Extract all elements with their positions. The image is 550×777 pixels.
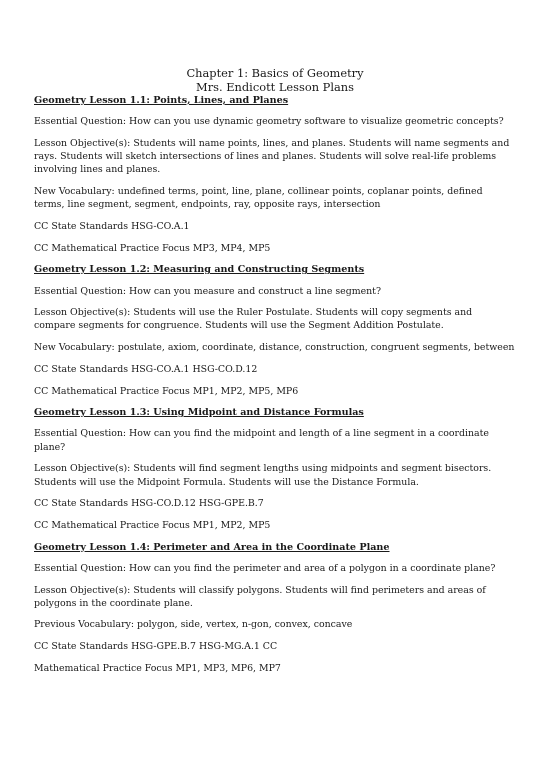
lesson-objectives: Lesson Objective(s): Students will name points, lines, and planes. Students will name segments and rays. Students will sketch intersections of lines and planes. Students will solve real-life problems involving lines and planes. — [34, 137, 510, 176]
essential-question: Essential Question: How can you use dynamic geometry software to visualize geometric concepts? — [34, 116, 504, 128]
vocabulary: Previous Vocabulary: polygon, side, vertex, n-gon, convex, concave — [34, 619, 353, 631]
lesson-section — [34, 263, 516, 397]
lesson-section — [34, 94, 516, 255]
lesson-section — [34, 406, 516, 532]
document-subtitle: Mrs. Endicott Lesson Plans — [196, 80, 354, 94]
practice-focus: CC Mathematical Practice Focus MP1, MP2, MP5, MP6 — [34, 385, 299, 397]
essential-question: Essential Question: How can you measure and construct a line segment? — [34, 285, 381, 297]
document-title: Chapter 1: Basics of Geometry — [186, 66, 364, 80]
lesson-heading: Geometry Lesson 1.3: Using Midpoint and Distance Formulas — [34, 407, 364, 419]
vocabulary: New Vocabulary: undefined terms, point, line, plane, collinear points, coplanar points, defined terms, line segment, segment, endpoints, ray, opposite rays, intersection — [34, 186, 483, 211]
lesson-objectives: Lesson Objective(s): Students will find segment lengths using midpoints and segment bisectors. Students will use the Midpoint Formula. Students will use the Distance Formula. — [34, 463, 492, 488]
state-standards: CC State Standards HSG-CO.A.1 — [34, 220, 190, 232]
state-standards: CC State Standards HSG-CO.D.12 HSG-GPE.B.7 — [34, 498, 264, 510]
practice-focus: Mathematical Practice Focus MP1, MP3, MP6, MP7 — [34, 662, 281, 674]
practice-focus: CC Mathematical Practice Focus MP3, MP4, MP5 — [34, 242, 271, 254]
lesson-heading: Geometry Lesson 1.2: Measuring and Constructing Segments — [34, 264, 365, 276]
practice-focus: CC Mathematical Practice Focus MP1, MP2, MP5 — [34, 519, 271, 531]
essential-question: Essential Question: How can you find the perimeter and area of a polygon in a coordinate plane? — [34, 562, 496, 574]
state-standards: CC State Standards HSG-GPE.B.7 HSG-MG.A.1 CC — [34, 641, 278, 653]
essential-question: Essential Question: How can you find the midpoint and length of a line segment in a coordinate plane? — [34, 428, 489, 453]
vocabulary: New Vocabulary: postulate, axiom, coordinate, distance, construction, congruent segments, between — [34, 342, 515, 354]
state-standards: CC State Standards HSG-CO.A.1 HSG-CO.D.12 — [34, 363, 258, 375]
lesson-objectives: Lesson Objective(s): Students will classify polygons. Students will find perimeters and areas of polygons in the coordinate plane. — [34, 584, 486, 609]
lesson-heading: Geometry Lesson 1.1: Points, Lines, and Planes — [34, 95, 289, 106]
lesson-objectives: Lesson Objective(s): Students will use the Ruler Postulate. Students will copy segments and compare segments for congruence. Students will use the Segment Addition Postulate. — [34, 307, 473, 332]
lesson-heading: Geometry Lesson 1.4: Perimeter and Area in the Coordinate Plane — [34, 541, 390, 553]
lesson-section — [34, 541, 516, 675]
